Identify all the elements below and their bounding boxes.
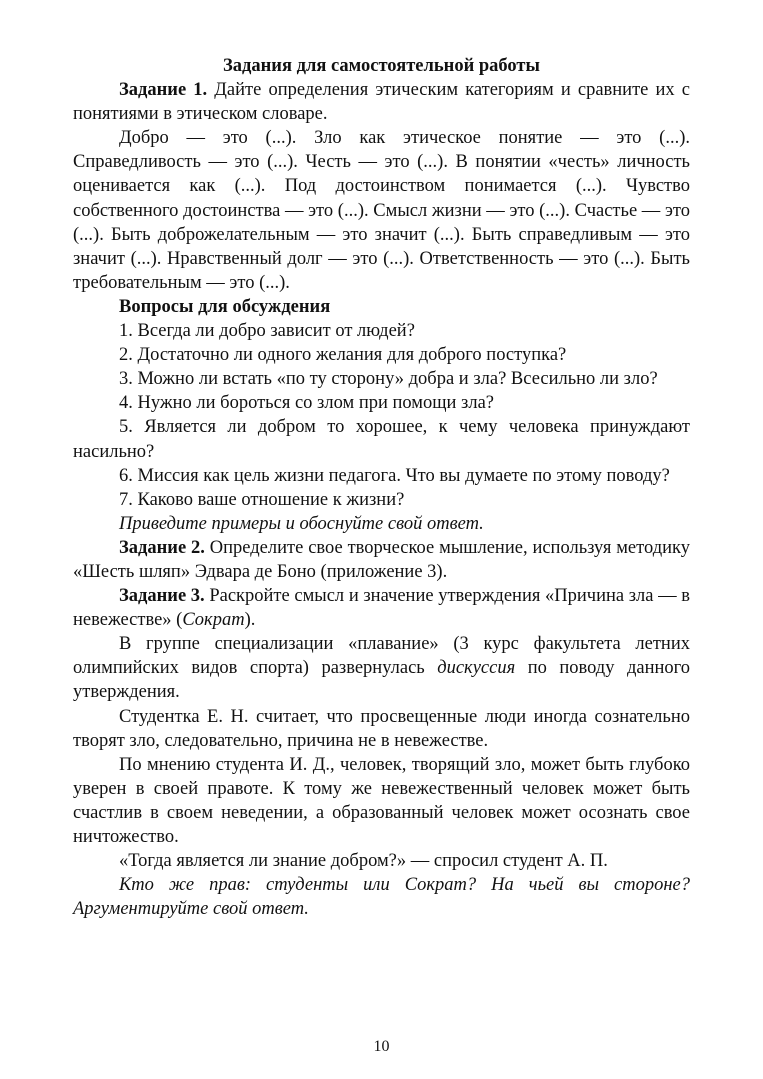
student-opinion-1: Студентка Е. Н. считает, что просвещенные люди иногда сознательно творят зло, следовательно, причина не в невежестве. [73, 706, 690, 751]
question-item: 4. Нужно ли бороться со злом при помощи зла? [119, 393, 494, 414]
task-1 [73, 78, 690, 126]
question-item: 5. Является ли добром то хорошее, к чему человека принуждают насильно? [73, 417, 690, 462]
task-2 [73, 536, 690, 584]
task-3-text-end: ). [244, 610, 256, 631]
student-opinion-3: «Тогда является ли знание добром?» — спросил студент А. П. [119, 851, 608, 872]
discussion-paragraph [73, 632, 690, 704]
question-item: 6. Миссия как цель жизни педагога. Что вы думаете по этому поводу? [119, 465, 670, 486]
task-3-text: Раскройте смысл и значение утверждения «Причина зла — в невежестве» ( [73, 586, 691, 631]
document-page [73, 54, 690, 921]
task-1-body: Добро — это (...). Зло как этическое понятие — это (...). Справедливость — это (...). Честь — это (...). В понятии «честь» личность оценивается как (...). Под достоинством понимается (...). Чувство собственного достоинства — это (...). Смысл жизни — это (...). Счастье — это (...). Быть доброжелательным — это значит (...). Быть справедливым — это значит (...). Нравственный долг — это (...). Ответственность — это (...). Быть требовательным — это (...). [73, 128, 690, 293]
task-1-label: Задание 1. [119, 80, 208, 101]
examples-note: Приведите примеры и обоснуйте свой ответ. [119, 513, 484, 534]
task-2-label: Задание 2. [119, 537, 205, 558]
question-item: 2. Достаточно ли одного желания для доброго поступка? [119, 345, 567, 366]
student-opinion-2: По мнению студента И. Д., человек, творящий зло, может быть глубоко уверен в своей правоте. К тому же невежественный человек может быть счастлив в своем неведении, а образованный человек может осознать свое ничтожество. [73, 754, 690, 847]
discussion-text: В группе специализации «плавание» (3 курс факультета летних олимпийских видов спорта) развернулась [73, 634, 690, 679]
page-number: 10 [373, 1038, 390, 1055]
task-3 [73, 584, 690, 632]
question-item: 3. Можно ли встать «по ту сторону» добра и зла? Всесильно ли зло? [119, 369, 658, 390]
question-item: 1. Всегда ли добро зависит от людей? [119, 321, 415, 342]
task-3-author: Сократ [182, 610, 245, 631]
discussion-text-end: по поводу данного утверждения. [73, 658, 691, 703]
final-question: Кто же прав: студенты или Сократ? На чьей вы стороне? Аргументируйте свой ответ. [73, 875, 690, 920]
questions-heading: Вопросы для обсуждения [119, 296, 331, 317]
task-3-label: Задание 3. [119, 586, 205, 607]
task-2-text: Определите свое творческое мышление, используя методику «Шесть шляп» Эдвара де Боно (приложение 3). [73, 537, 690, 582]
discussion-emph: дискуссия [437, 658, 516, 679]
page-title: Задания для самостоятельной работы [223, 56, 540, 76]
task-1-text: Дайте определения этическим категориям и сравните их с понятиями в этическом словаре. [73, 80, 690, 125]
question-item: 7. Каково ваше отношение к жизни? [119, 489, 405, 510]
